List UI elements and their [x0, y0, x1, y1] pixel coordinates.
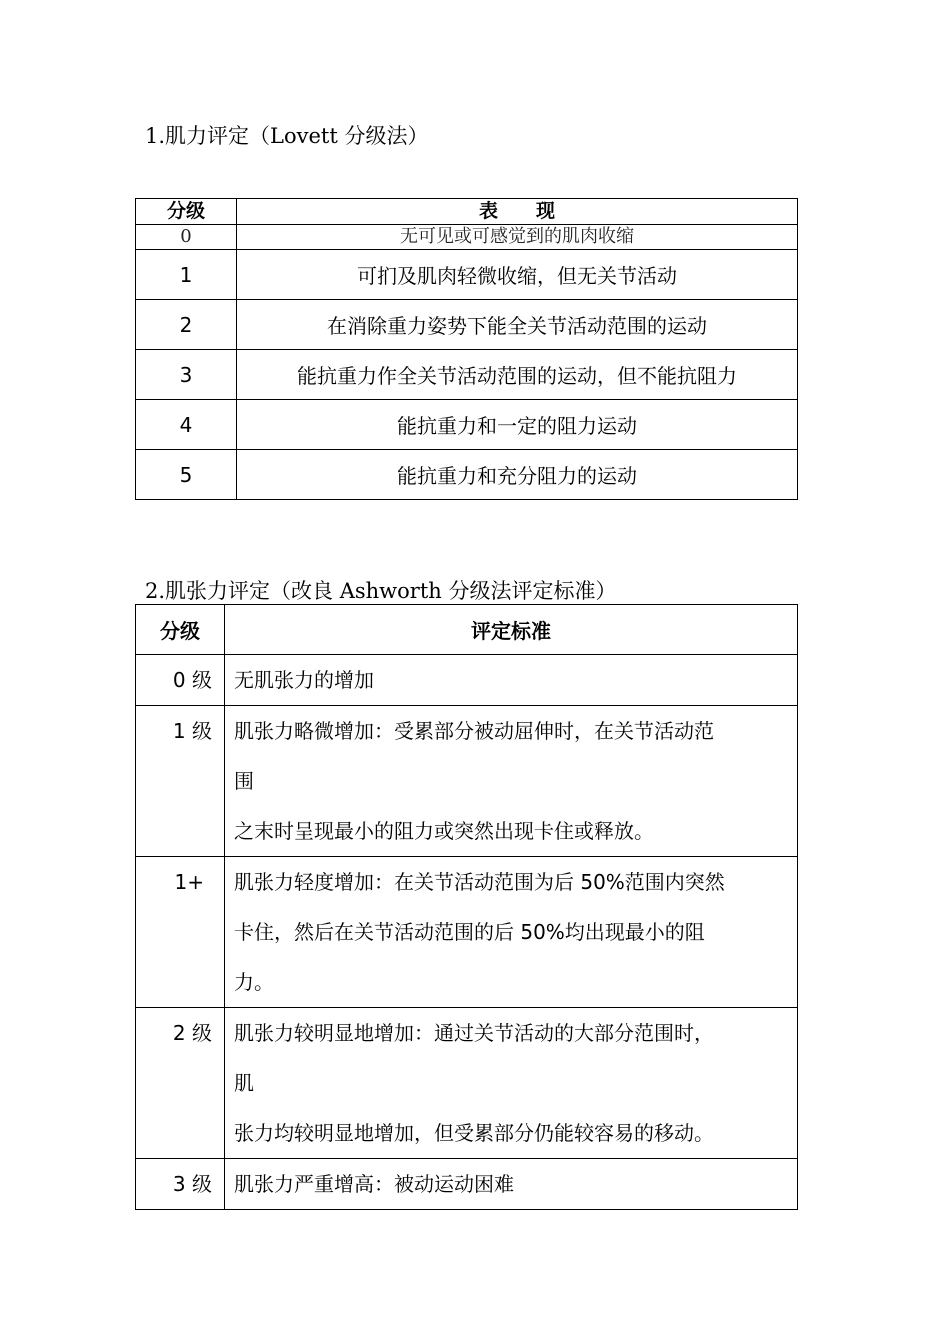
- criteria-line: 围: [234, 769, 254, 793]
- grade-cell: 0: [136, 225, 237, 250]
- grade-cell: 1+: [136, 857, 225, 1008]
- table-row: [136, 250, 798, 300]
- table-row: [136, 400, 798, 450]
- description-cell: 能抗重力和一定的阻力运动: [237, 400, 798, 450]
- grade-cell: 3 级: [136, 1159, 225, 1210]
- section1-title: 1.肌力评定（Lovett 分级法）: [145, 124, 429, 148]
- header-grade: 分级: [136, 605, 225, 655]
- grade-cell: 1: [136, 250, 237, 300]
- criteria-line: 肌张力较明显地增加：通过关节活动的大部分范围时，: [234, 1021, 714, 1045]
- table-row: [136, 450, 798, 500]
- grade-cell: 2: [136, 300, 237, 350]
- table-header-row: [136, 199, 798, 225]
- table-row: [136, 300, 798, 350]
- table-row: [136, 350, 798, 400]
- grade-cell: 4: [136, 400, 237, 450]
- table-row: [136, 857, 798, 1008]
- description-cell: 在消除重力姿势下能全关节活动范围的运动: [237, 300, 798, 350]
- criteria-line: 肌张力略微增加：受累部分被动屈伸时，在关节活动范: [234, 719, 714, 743]
- description-cell: 可扪及肌肉轻微收缩，但无关节活动: [237, 250, 798, 300]
- grade-cell: 3: [136, 350, 237, 400]
- criteria-line: 张力均较明显地增加，但受累部分仍能较容易的移动。: [234, 1121, 714, 1145]
- description-cell: 能抗重力和充分阻力的运动: [237, 450, 798, 500]
- criteria-line: 肌张力轻度增加：在关节活动范围为后 50%范围内突然: [234, 870, 725, 894]
- header-criteria: 评定标准: [225, 605, 798, 655]
- criteria-line: 力。: [234, 970, 274, 994]
- grade-cell: 2 级: [136, 1008, 225, 1159]
- grade-cell: 5: [136, 450, 237, 500]
- muscle-strength-table: [135, 198, 798, 500]
- criteria-line: 卡住，然后在关节活动范围的后 50%均出现最小的阻: [234, 920, 705, 944]
- header-description: 表 现: [237, 199, 798, 225]
- criteria-line: 无肌张力的增加: [234, 668, 374, 692]
- criteria-cell: [225, 1159, 798, 1210]
- section2-title: 2.肌张力评定（改良 Ashworth 分级法评定标准）: [145, 579, 617, 603]
- criteria-line: 肌: [234, 1071, 254, 1095]
- criteria-line: 之末时呈现最小的阻力或突然出现卡住或释放。: [234, 819, 654, 843]
- header-grade: 分级: [136, 199, 237, 225]
- table-row: [136, 225, 798, 250]
- table-row: [136, 655, 798, 706]
- criteria-cell: [225, 857, 798, 1008]
- criteria-cell: [225, 706, 798, 857]
- criteria-cell: [225, 655, 798, 706]
- description-cell: 能抗重力作全关节活动范围的运动，但不能抗阻力: [237, 350, 798, 400]
- table-row: [136, 706, 798, 857]
- criteria-line: 肌张力严重增高：被动运动困难: [234, 1172, 514, 1196]
- muscle-tone-table: [135, 604, 798, 1210]
- grade-cell: 0 级: [136, 655, 225, 706]
- criteria-cell: [225, 1008, 798, 1159]
- table-row: [136, 1008, 798, 1159]
- grade-cell: 1 级: [136, 706, 225, 857]
- description-cell: 无可见或可感觉到的肌肉收缩: [237, 225, 798, 250]
- table-row: [136, 1159, 798, 1210]
- table-header-row: [136, 605, 798, 655]
